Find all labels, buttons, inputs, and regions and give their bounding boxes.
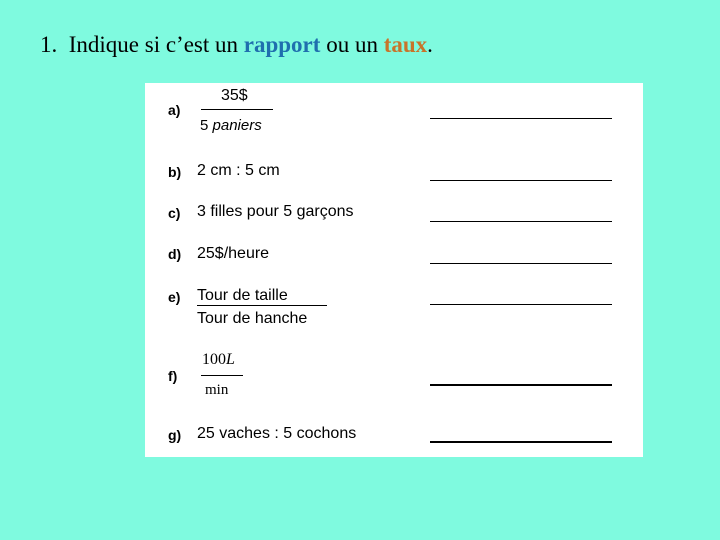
item-e-answer-line[interactable] [430, 304, 612, 305]
item-f-fraction-bar [201, 375, 243, 376]
item-e-numerator: Tour de taille [197, 287, 288, 304]
item-f-numerator: 100L [202, 351, 235, 368]
item-b-text: 2 cm : 5 cm [197, 162, 280, 179]
item-e-fraction-bar [197, 305, 327, 306]
item-e-label: e) [168, 289, 181, 305]
item-c-answer-line[interactable] [430, 221, 612, 222]
item-a-answer-line[interactable] [430, 118, 612, 119]
item-d-label: d) [168, 246, 182, 262]
item-f-answer-line[interactable] [430, 384, 612, 386]
question-mid: ou un [326, 32, 378, 57]
item-c-text: 3 filles pour 5 garçons [197, 203, 354, 220]
item-g-text: 25 vaches : 5 cochons [197, 425, 357, 442]
question-prefix: Indique si c’est un [68, 32, 239, 57]
keyword-taux: taux [383, 32, 428, 57]
item-a-numerator: 35$ [221, 87, 248, 104]
exercise-sheet [145, 83, 643, 457]
item-c-label: c) [168, 205, 181, 221]
item-g-answer-line[interactable] [430, 441, 612, 443]
item-a-label: a) [168, 102, 181, 118]
item-d-answer-line[interactable] [430, 263, 612, 264]
item-b-label: b) [168, 164, 182, 180]
item-e-denominator: Tour de hanche [197, 310, 308, 327]
item-f-label: f) [168, 368, 178, 384]
item-a-fraction-bar [201, 109, 273, 110]
question-title [40, 32, 433, 58]
item-d-text: 25$/heure [197, 245, 270, 262]
item-b-answer-line[interactable] [430, 180, 612, 181]
question-suffix: . [427, 32, 433, 57]
item-a-denominator: 5 paniers [200, 117, 262, 134]
item-g-label: g) [168, 427, 182, 443]
question-number: 1. [40, 32, 58, 57]
keyword-rapport: rapport [243, 32, 321, 57]
item-f-denominator: min [205, 382, 229, 398]
